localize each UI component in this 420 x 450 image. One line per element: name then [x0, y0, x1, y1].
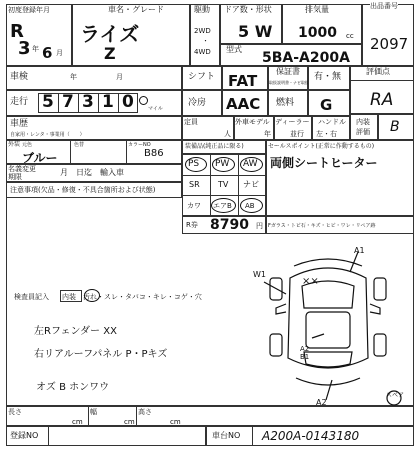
equip-navi: ナビ [243, 180, 259, 189]
equip-aw: AW [243, 159, 258, 169]
mileage-digit-2: 7 [62, 92, 74, 112]
fuel-label: 燃料 [276, 98, 295, 108]
shift-value: FAT [228, 72, 258, 90]
original-color-label: 元色 [22, 142, 33, 148]
inspector-note-2: 右リアルーフパネル P・Pキズ [34, 349, 168, 360]
door-label: ドア数・形状 [224, 5, 272, 14]
model-value: 5BA-A200A [262, 50, 350, 66]
mileage-digit-4: 1 [102, 92, 114, 112]
history-sub: 自家用・レンタ・事業用（ ） [10, 132, 85, 138]
height-cm: cm [170, 418, 181, 426]
warranty-label: 保証書 [276, 67, 300, 76]
sales-point-value: 両側シートヒーター [270, 156, 378, 170]
length-label: 長さ [8, 408, 22, 416]
drive-label: 駆動 [194, 5, 210, 14]
year-unit-label: 年 [32, 45, 39, 53]
color-code-label: カラーNO [128, 142, 151, 148]
first-registration-month: 6 [42, 44, 53, 62]
first-registration-label: 初度登録年月 [8, 6, 50, 14]
glass-note: Fガラス・トビ石・キズ・ヒビ・ワレ・リペア跡 [268, 223, 376, 229]
diagram-a1: A1 [354, 246, 365, 255]
inspector-note-3: オズ B ホンワウ [36, 382, 110, 393]
diagram-a2b1: A2 B1 [300, 345, 310, 361]
equip-tv: TV [218, 180, 229, 189]
mileage-digit-1: 5 [42, 92, 54, 112]
score-value: RA [370, 90, 394, 110]
history-label: 車歴 [10, 119, 29, 129]
equip-sr: SR [189, 180, 200, 189]
chassis-no-label: 車台NO [212, 431, 241, 440]
score-label: 評価点 [366, 67, 390, 76]
warranty-value: 有・無 [314, 72, 342, 82]
car-name: ライズ [80, 22, 140, 46]
ext-model-unit: 年 [264, 130, 271, 138]
ac-label: 冷房 [188, 98, 207, 108]
drive-dot: ・ [202, 37, 209, 45]
month-unit-label: 月 [56, 49, 63, 57]
dealer-sub: 並行 [290, 130, 304, 138]
mileage-unit-circle [139, 96, 148, 105]
warranty-sub: 取扱説明書・ナビ取扱 [269, 80, 309, 85]
interior-value: B [390, 119, 400, 135]
mileage-label: 走行 [10, 97, 29, 107]
exterior-color-value: ブルー [22, 151, 58, 165]
dimensions-row [6, 406, 414, 426]
interior-sub: 評価 [356, 128, 370, 136]
equip-aw-circle [240, 157, 263, 172]
color-change-label: 色替 [74, 142, 85, 148]
inspection-label: 車検 [10, 72, 29, 82]
capacity-unit: 人 [224, 130, 231, 138]
equip-ps-circle [185, 157, 207, 172]
first-registration-year: 3 [18, 38, 31, 59]
fuel-value: G [320, 96, 333, 114]
drive-4wd: 4WD [194, 48, 211, 56]
exterior-label: 外装 [8, 141, 21, 148]
equip-pw: PW [215, 159, 230, 169]
name-change-fields: 月 日迄 輸入車 [60, 168, 124, 177]
door-value: 5 W [238, 22, 273, 41]
inspection-month: 月 [116, 73, 123, 81]
car-diagram [246, 238, 410, 408]
spare-label: スペア [386, 392, 405, 399]
recycle-value: 8790 [210, 217, 249, 233]
recycle-unit: 円 [256, 222, 263, 230]
inspector-dirty-circle [84, 289, 100, 302]
lot-number-label: 出品番号 [370, 2, 398, 10]
mileage-digit-3: 3 [82, 92, 94, 112]
inspector-options: 内装 汚れ・スレ・タバコ・キレ・コゲ・穴 [62, 293, 202, 301]
inspector-note-1: 左Rフェンダー XX [34, 326, 117, 337]
chassis-no: A200A-0143180 [262, 429, 360, 443]
mileage-unit: マイル [148, 106, 163, 112]
drive-2wd: 2WD [194, 27, 211, 35]
height-label: 高さ [138, 408, 152, 416]
model-label: 型式 [226, 45, 242, 54]
recycle-label: R券 [186, 221, 198, 229]
capacity-label: 定員 [184, 118, 198, 126]
diagram-bottom-a2: A2 [316, 398, 327, 407]
interior-label: 内装 [356, 118, 370, 126]
equip-leather: カワ [187, 202, 201, 210]
length-cm: cm [72, 418, 83, 426]
period-label: 期限 [8, 173, 22, 181]
lot-number: 2097 [370, 35, 409, 53]
cc-unit: cc [346, 32, 354, 40]
reg-no-label: 登録NO [10, 431, 39, 440]
dealer-label: ディーラー [275, 118, 310, 126]
mileage-digit-5: 0 [122, 92, 134, 112]
shift-label: シフト [188, 72, 216, 82]
diagram-w1: W1 [253, 270, 266, 279]
inspection-cell [6, 66, 182, 90]
color-code-value: B86 [144, 148, 164, 159]
equip-pw-circle [212, 157, 235, 172]
width-label: 幅 [90, 408, 97, 416]
handle-value: 左・右 [316, 130, 337, 138]
first-registration-era: R [10, 21, 24, 42]
ac-value: AAC [226, 95, 261, 113]
grade: Z [104, 44, 116, 63]
notes-label: 注意事項(欠品・修復・不具合箇所および状態) [10, 186, 156, 194]
car-grade-label: 車名・グレード [108, 5, 164, 14]
equipment-label: 装備品(純正品に限る) [185, 143, 244, 150]
equip-ab: AB [245, 202, 255, 210]
width-cm: cm [124, 418, 135, 426]
name-change-label: 名義変更 [8, 165, 36, 173]
diagram-xx: ×× [302, 276, 319, 287]
sales-point-label: セールスポイント(正常に作動するもの) [268, 143, 375, 150]
inspection-year: 年 [70, 73, 77, 81]
inspector-interior-box [60, 290, 82, 302]
ext-model-label: 外車モデル [235, 118, 270, 126]
displacement-value: 1000 [298, 25, 337, 41]
handle-label: ハンドル [318, 118, 346, 126]
inspector-label: 検査員記入 [14, 293, 49, 301]
equip-airbag: エアB [213, 202, 232, 210]
displacement-label: 排気量 [305, 5, 329, 14]
equip-ps: PS [188, 159, 200, 169]
